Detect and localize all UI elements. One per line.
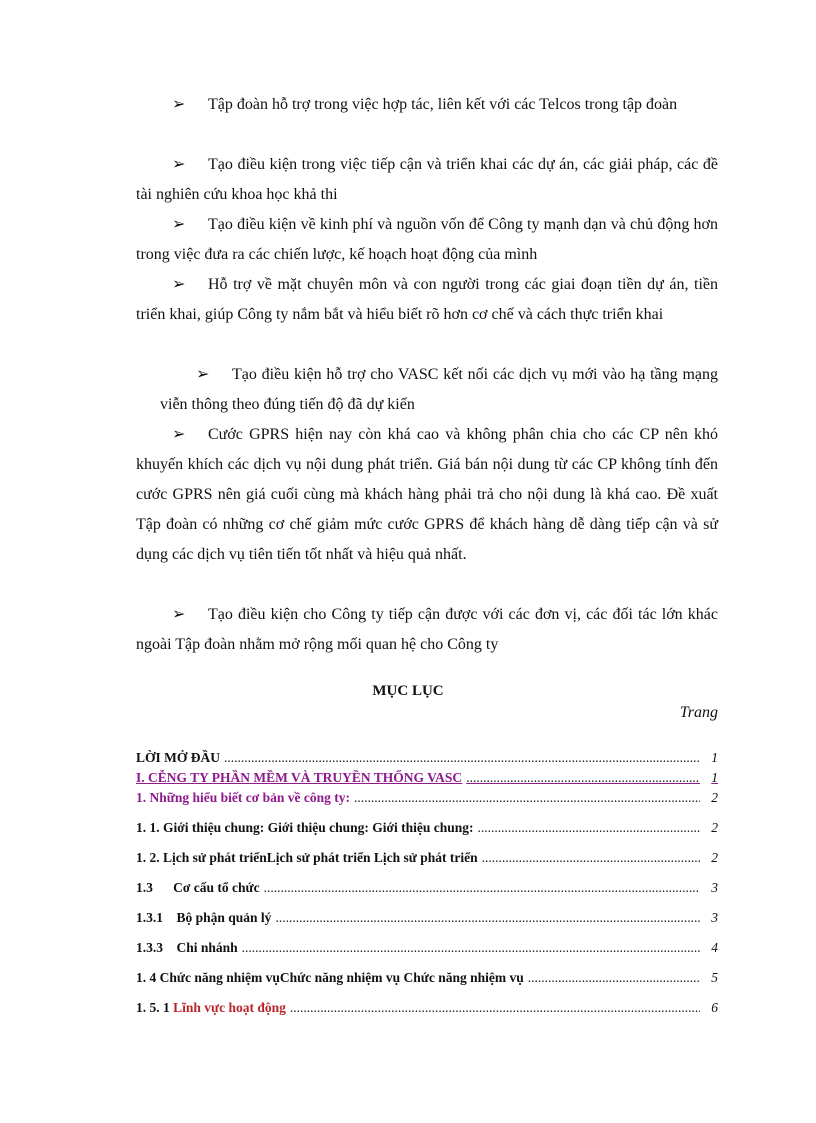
toc-title: MỤC LỤC	[372, 683, 444, 699]
arrow-bullet-icon: ➢	[172, 96, 186, 113]
arrow-bullet-icon: ➢	[172, 426, 186, 443]
toc-entry-page: 3	[711, 880, 718, 895]
toc-entry[interactable]	[136, 880, 718, 896]
paragraph-text: Tạo điều kiện về kinh phí và nguồn vốn để Công ty mạnh dạn và chủ động hơn trong việc đưa ra các chiến lược, kế hoạch hoạt động của mình	[136, 216, 718, 263]
toc-entry-label: 1.3.1 Bộ phận quản lý	[136, 910, 272, 925]
paragraph-2	[136, 150, 718, 210]
toc-leader-dots	[242, 940, 700, 956]
toc-leader-dots	[354, 790, 700, 806]
toc-entry-page: 1	[711, 750, 718, 765]
paragraph-6	[136, 420, 718, 570]
toc-entry-page: 2	[711, 790, 718, 805]
paragraph-text: Hỗ trợ về mặt chuyên môn và con người trong các giai đoạn tiền dự án, tiền triển khai, giúp Công ty nắm bắt và hiểu biết rõ hơn cơ chế và cách thực triển khai	[136, 276, 718, 323]
toc-leader-dots	[264, 880, 700, 896]
paragraph-1	[136, 90, 718, 120]
toc-entry-page: 2	[711, 850, 718, 865]
toc-entry[interactable]	[136, 910, 718, 926]
toc-entry-label: LỜI MỞ ĐẦU	[136, 750, 220, 765]
toc-entry[interactable]	[136, 1000, 718, 1016]
paragraph-7	[136, 600, 718, 660]
toc-entry-label: 1.3.3 Chi nhánh	[136, 940, 238, 955]
toc-leader-dots	[482, 850, 700, 866]
toc-leader-dots	[224, 750, 700, 766]
toc-entry-prefix: 1. 5. 1	[136, 1000, 174, 1015]
toc-entry-page: 6	[711, 1000, 718, 1015]
toc-leader-dots	[275, 910, 700, 926]
toc-entry[interactable]	[136, 970, 718, 986]
toc-entry[interactable]	[136, 770, 718, 786]
paragraph-5	[160, 360, 718, 420]
toc-entry-page: 2	[711, 820, 718, 835]
paragraph-text: Cước GPRS hiện nay còn khá cao và không phân chia cho các CP nên khó khuyến khích các dịch vụ nội dung phát triển. Giá bán nội dung từ các CP không tính đến cước GPRS nên giá cuối cùng mà khách hàng phải trả cho nội dung là khá cao. Đề xuất Tập đoàn có những cơ chế giảm mức cước GPRS để khách hàng dễ dàng tiếp cận và sử dụng các dịch vụ tiên tiến tốt nhất và hiệu quả nhất.	[136, 426, 718, 563]
toc-entry-label: 1. Những hiểu biết cơ bản về công ty:	[136, 790, 350, 805]
toc-leader-dots	[466, 770, 700, 786]
toc-entry-label-red: Lĩnh vực hoạt động	[173, 1000, 286, 1015]
toc-leader-dots	[528, 970, 700, 986]
toc-entry-page: 3	[711, 910, 718, 925]
toc-entry[interactable]	[136, 940, 718, 956]
arrow-bullet-icon: ➢	[172, 606, 186, 623]
toc-entry[interactable]	[136, 850, 718, 866]
toc-leader-dots	[477, 820, 700, 836]
toc-entry-label: 1. 4 Chức năng nhiệm vụChức năng nhiệm vụ Chức năng nhiệm vụ	[136, 970, 524, 985]
toc-entry-label	[136, 1000, 286, 1016]
toc-leader-dots	[290, 1000, 700, 1016]
toc-entry-page: 1	[711, 770, 718, 785]
arrow-bullet-icon: ➢	[172, 276, 186, 293]
paragraph-4	[136, 270, 718, 330]
paragraph-text: Tạo điều kiện cho Công ty tiếp cận được với các đơn vị, các đối tác lớn khác ngoài Tập đoàn nhằm mở rộng mối quan hệ cho Công ty	[136, 606, 718, 653]
toc-entry-label: I. CỄNG TY PHẦN MỀM VÀ TRUYỀN THỐNG VASC	[136, 770, 463, 785]
toc-entry[interactable]	[136, 790, 718, 806]
toc-entry-page: 5	[711, 970, 718, 985]
paragraph-text: Tạo điều kiện hỗ trợ cho VASC kết nối các dịch vụ mới vào hạ tầng mạng viễn thông theo đúng tiến độ đã dự kiến	[160, 366, 718, 413]
toc-entry[interactable]	[136, 750, 718, 766]
paragraph-text: Tập đoàn hỗ trợ trong việc hợp tác, liên kết với các Telcos trong tập đoàn	[208, 96, 678, 113]
paragraph-text: Tạo điều kiện trong việc tiếp cận và triển khai các dự án, các giải pháp, các đề tài nghiên cứu khoa học khả thi	[136, 156, 718, 203]
toc-page-header: Trang	[679, 704, 718, 721]
toc-entry-label: 1. 2. Lịch sử phát triểnLịch sử phát triển Lịch sử phát triển	[136, 850, 478, 865]
toc-entry-label: 1. 1. Giới thiệu chung: Giới thiệu chung: Giới thiệu chung:	[136, 820, 474, 835]
arrow-bullet-icon: ➢	[172, 216, 186, 233]
arrow-bullet-icon: ➢	[172, 156, 186, 173]
paragraph-3	[136, 210, 718, 270]
toc-entry[interactable]	[136, 820, 718, 836]
toc-entry-label: 1.3 Cơ cấu tổ chức	[136, 880, 260, 895]
arrow-bullet-icon: ➢	[196, 366, 210, 383]
toc-entry-page: 4	[711, 940, 718, 955]
